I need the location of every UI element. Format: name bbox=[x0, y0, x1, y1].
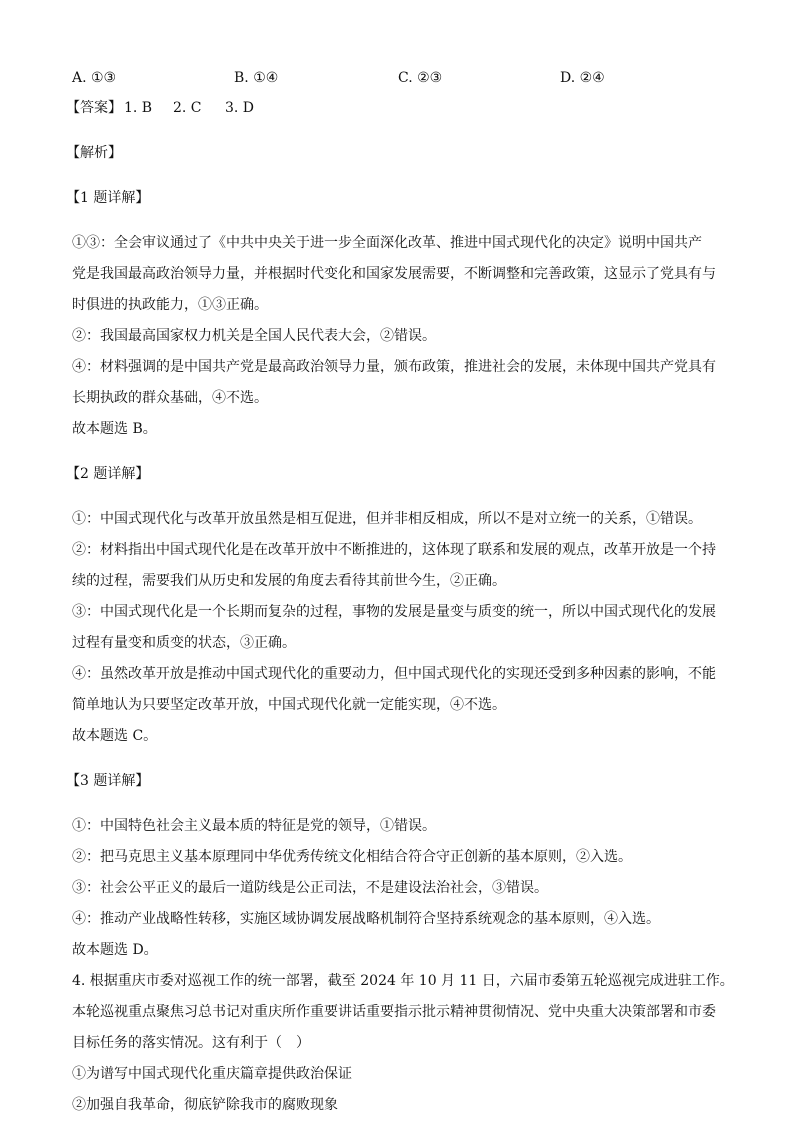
q1-line: 长期执政的群众基础，④不选。 bbox=[72, 390, 268, 406]
q2-line: ①：中国式现代化与改革开放虽然是相互促进，但并非相反相成，所以不是对立统一的关系，①错误。 bbox=[72, 511, 702, 527]
q2-line: 续的过程，需要我们从历史和发展的角度去看待其前世今生，②正确。 bbox=[72, 573, 506, 589]
q3-line: ②：把马克思主义基本原理同中华优秀传统文化相结合符合守正创新的基本原则，②入选。 bbox=[72, 849, 632, 865]
q1-line: 党是我国最高政治领导力量，并根据时代变化和国家发展需要，不断调整和完善政策，这显示了党具有与 bbox=[72, 266, 716, 282]
q1-line: ②：我国最高国家权力机关是全国人民代表大会，②错误。 bbox=[72, 328, 436, 344]
answer-item: 1. B bbox=[124, 100, 153, 116]
q2-line: 过程有量变和质变的状态，③正确。 bbox=[72, 635, 296, 651]
q1-line: ④：材料强调的是中国共产党是最高政治领导力量，颁布政策，推进社会的发展，未体现中国共产党具有 bbox=[72, 359, 716, 375]
answer-item: 3. D bbox=[225, 100, 255, 116]
document-page bbox=[66, 62, 734, 1121]
option-a: A. ①③ bbox=[72, 69, 117, 86]
q4-statement: ①为谱写中国式现代化重庆篇章提供政治保证 bbox=[72, 1066, 352, 1082]
q1-heading: 【1 题详解】 bbox=[66, 190, 150, 206]
q3-conclusion: 故本题选 D。 bbox=[72, 942, 158, 958]
q3-line: ③：社会公平正义的最后一道防线是公正司法，不是建设法治社会，③错误。 bbox=[72, 880, 548, 896]
q1-conclusion: 故本题选 B。 bbox=[72, 421, 157, 437]
q3-line: ①：中国特色社会主义最本质的特征是党的领导，①错误。 bbox=[72, 818, 436, 834]
analysis-tag: 【解析】 bbox=[66, 145, 122, 161]
q4-stem: 目标任务的落实情况。这有利于（ ） bbox=[72, 1035, 310, 1051]
q4-stem: 本轮巡视重点聚焦习总书记对重庆所作重要讲话重要指示批示精神贯彻情况、党中央重大决策部署和市委 bbox=[72, 1004, 716, 1020]
q2-line: ④：虽然改革开放是推动中国式现代化的重要动力，但中国式现代化的实现还受到多种因素的影响，不能 bbox=[72, 666, 716, 682]
q1-line: 时俱进的执政能力，①③正确。 bbox=[72, 297, 268, 313]
q2-heading: 【2 题详解】 bbox=[66, 466, 150, 482]
q4-statement: ②加强自我革命，彻底铲除我市的腐败现象 bbox=[72, 1097, 338, 1113]
option-b: B. ①④ bbox=[234, 69, 279, 86]
q4-stem: 4. 根据重庆市委对巡视工作的统一部署，截至 2024 年 10 月 11 日，六届市委第五轮巡视完成进驻工作。 bbox=[72, 973, 734, 989]
q1-line: ①③：全会审议通过了《中共中央关于进一步全面深化改革、推进中国式现代化的决定》说明中国共产 bbox=[72, 235, 702, 251]
q2-line: 简单地认为只要坚定改革开放，中国式现代化就一定能实现，④不选。 bbox=[72, 697, 506, 713]
q3-line: ④：推动产业战略性转移，实施区域协调发展战略机制符合坚持系统观念的基本原则，④入选。 bbox=[72, 911, 660, 927]
answer-line bbox=[66, 93, 722, 124]
answer-tag: 【答案】 bbox=[66, 100, 122, 116]
option-c: C. ②③ bbox=[398, 69, 443, 86]
q3-heading: 【3 题详解】 bbox=[66, 773, 150, 789]
previous-question-options bbox=[72, 62, 722, 93]
q2-conclusion: 故本题选 C。 bbox=[72, 728, 158, 744]
q2-line: ②：材料指出中国式现代化是在改革开放中不断推进的，这体现了联系和发展的观点，改革开放是一个持 bbox=[72, 542, 716, 558]
q2-line: ③：中国式现代化是一个长期而复杂的过程，事物的发展是量变与质变的统一，所以中国式现代化的发展 bbox=[72, 604, 716, 620]
answer-item: 2. C bbox=[173, 100, 202, 116]
option-d: D. ②④ bbox=[560, 69, 605, 86]
